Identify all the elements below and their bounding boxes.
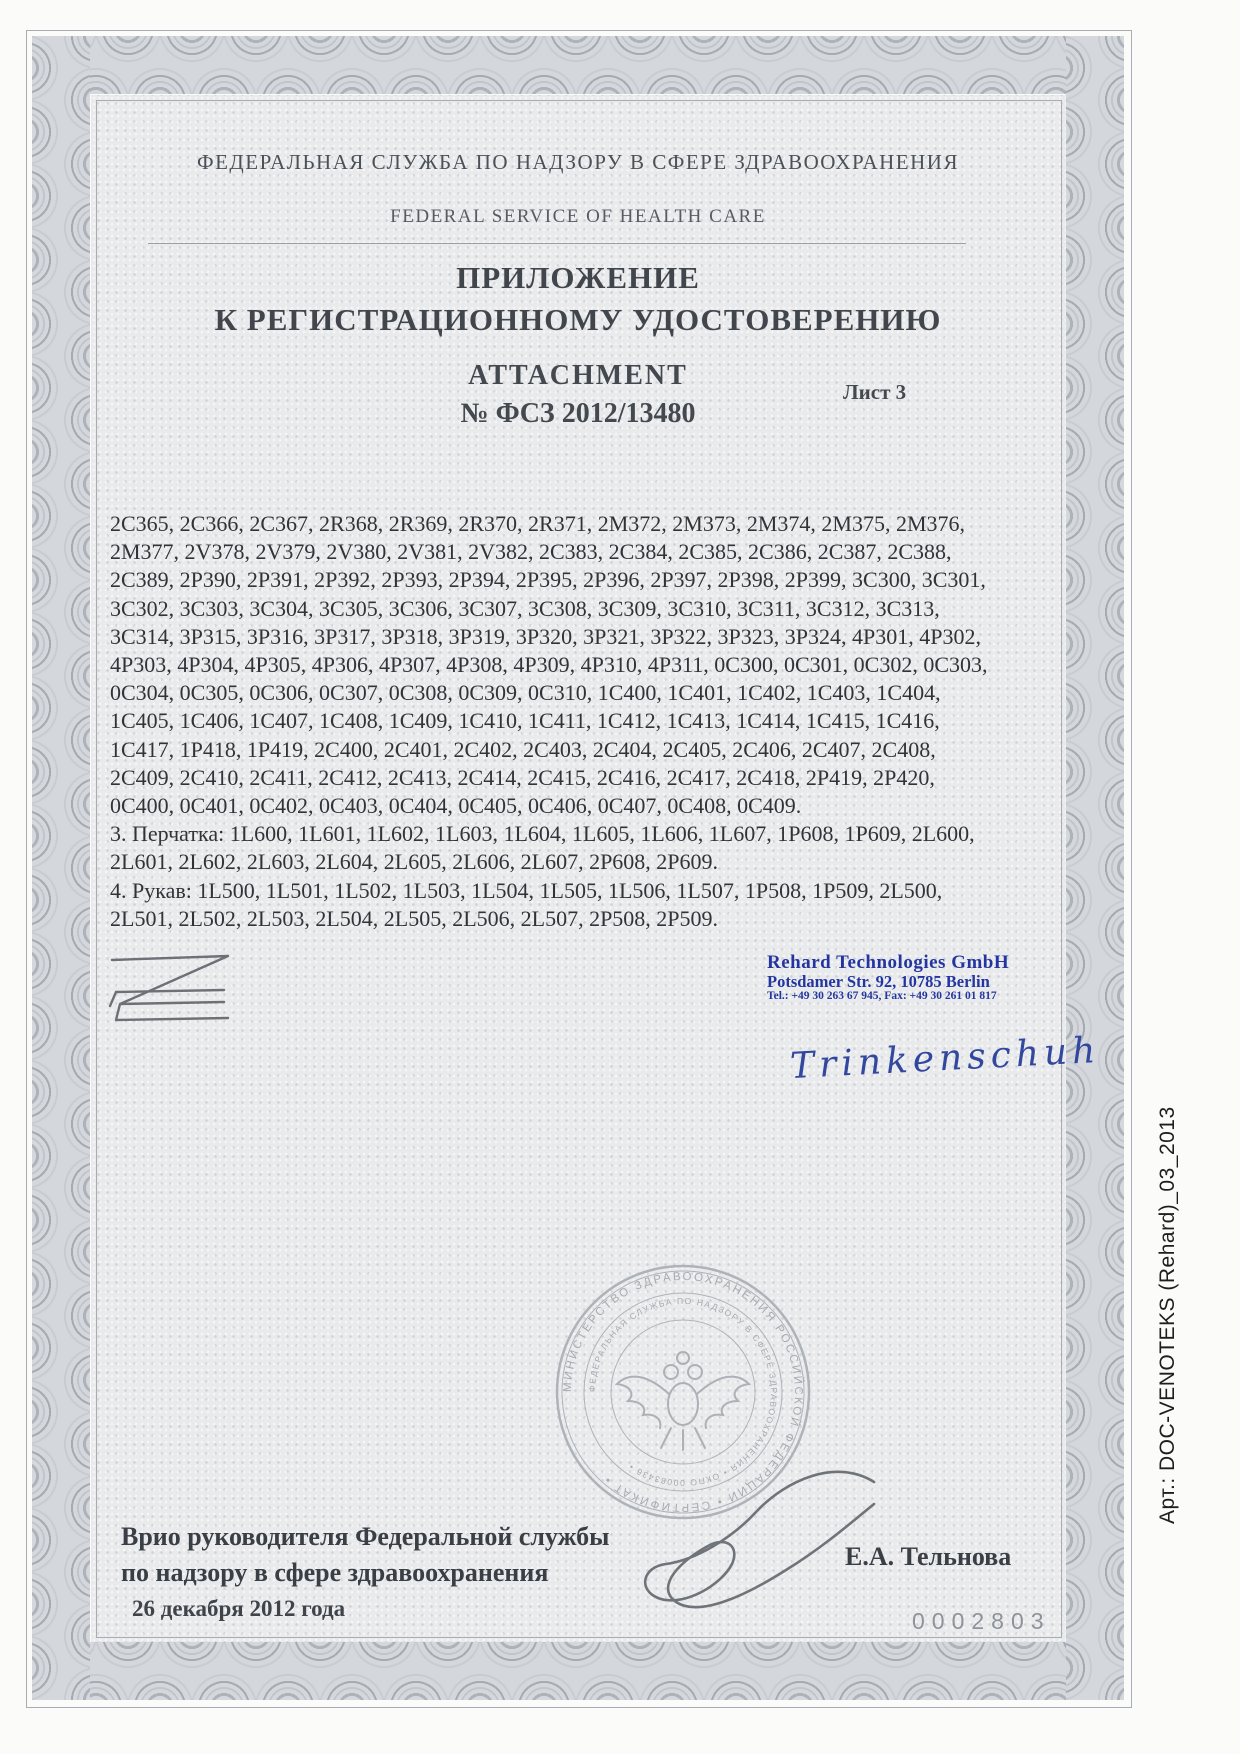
- handwritten-z-mark: [106, 946, 256, 1030]
- doc-title-line2: К РЕГИСТРАЦИОННОМУ УДОСТОВЕРЕНИЮ: [214, 302, 942, 337]
- service-name-en: FEDERAL SERVICE OF HEALTH CARE: [390, 206, 766, 227]
- guilloche-border-left: [32, 36, 90, 1700]
- codes-line: 4P303, 4P304, 4P305, 4P306, 4P307, 4P308, 4P309, 4P310, 4P311, 0C300, 0C301, 0C302, 0C303,: [110, 652, 988, 678]
- codes-line: 0C304, 0C305, 0C306, 0C307, 0C308, 0C309, 0C310, 1C400, 1C401, 1C402, 1C403, 1C404,: [110, 680, 941, 706]
- codes-line: 4. Рукав: 1L500, 1L501, 1L502, 1L503, 1L504, 1L505, 1L506, 1L507, 1P508, 1P509, 2L500,: [110, 877, 943, 903]
- margin-article-note: Арт.: DOC-VENOTEKS (Rehard)_03_2013: [1156, 1106, 1179, 1524]
- product-codes-block: [110, 510, 1040, 933]
- codes-line: 0C400, 0C401, 0C402, 0C403, 0C404, 0C405, 0C406, 0C407, 0C408, 0C409.: [110, 793, 802, 819]
- seal-eagle-icon: [617, 1352, 749, 1450]
- header-divider: [148, 243, 966, 244]
- service-name-ru: ФЕДЕРАЛЬНАЯ СЛУЖБА ПО НАДЗОРУ В СФЕРЕ ЗДРАВООХРАНЕНИЯ: [197, 150, 959, 174]
- signature-scribble: [636, 1452, 896, 1622]
- document-date: 26 декабря 2012 года: [132, 1596, 346, 1621]
- codes-line: 2C365, 2C366, 2C367, 2R368, 2R369, 2R370, 2R371, 2M372, 2M373, 2M374, 2M375, 2M376,: [110, 511, 966, 536]
- attachment-label: ATTACHMENT: [468, 360, 688, 391]
- codes-line: 3. Перчатка: 1L600, 1L601, 1L602, 1L603, 1L604, 1L605, 1L606, 1L607, 1P608, 1P609, 2L600,: [110, 821, 975, 847]
- seal-outer-ring-text: МИНИСТЕРСТВО ЗДРАВООХРАНЕНИЯ РОССИЙСКОЙ ФЕДЕРАЦИИ • СЕРТИФИКАТ •: [561, 1270, 805, 1514]
- codes-line: 2M377, 2V378, 2V379, 2V380, 2V381, 2V382, 2C383, 2C384, 2C385, 2C386, 2C387, 2C388,: [110, 539, 952, 565]
- guilloche-border-top: [32, 36, 1124, 94]
- doc-title-line1: ПРИЛОЖЕНИЕ: [456, 260, 700, 295]
- signatory-title-line2: по надзору в сфере здравоохранения: [121, 1558, 549, 1587]
- codes-line: 2C389, 2P390, 2P391, 2P392, 2P393, 2P394, 2P395, 2P396, 2P397, 2P398, 2P399, 3C300, 3C301,: [110, 567, 986, 593]
- guilloche-border-right: [1066, 36, 1124, 1700]
- signer-name: Е.А. Тельнова: [845, 1542, 1012, 1571]
- signatory-title-line1: Врио руководителя Федеральной службы: [121, 1522, 610, 1551]
- seal-inner-ring-text: ФЕДЕРАЛЬНАЯ СЛУЖБА ПО НАДЗОРУ В СФЕРЕ ЗДРАВООХРАНЕНИЯ • ОКПО 00083436 •: [586, 1295, 780, 1489]
- handwritten-word: Trinkenschuh: [789, 1029, 1102, 1088]
- company-stamp-address: Potsdamer Str. 92, 10785 Berlin: [767, 971, 990, 991]
- codes-line: 2C409, 2C410, 2C411, 2C412, 2C413, 2C414, 2C415, 2C416, 2C417, 2C418, 2P419, 2P420,: [110, 764, 935, 790]
- codes-line: 1C417, 1P418, 1P419, 2C400, 2C401, 2C402, 2C403, 2C404, 2C405, 2C406, 2C407, 2C408,: [110, 736, 936, 762]
- codes-line: 3C314, 3P315, 3P316, 3P317, 3P318, 3P319, 3P320, 3P321, 3P322, 3P323, 3P324, 4P301, 4P302,: [110, 623, 981, 649]
- attachment-number: № ФСЗ 2012/13480: [460, 398, 696, 429]
- form-serial-number: 0002803: [912, 1608, 1051, 1634]
- company-stamp-name: Rehard Technologies GmbH: [767, 952, 1010, 973]
- codes-line: 2L501, 2L502, 2L503, 2L504, 2L505, 2L506, 2L507, 2P508, 2P509.: [110, 905, 719, 931]
- codes-line: 2L601, 2L602, 2L603, 2L604, 2L605, 2L606, 2L607, 2P608, 2P609.: [110, 849, 719, 875]
- codes-line: 1C405, 1C406, 1C407, 1C408, 1C409, 1C410, 1C411, 1C412, 1C413, 1C414, 1C415, 1C416,: [110, 708, 940, 734]
- company-stamp: [767, 953, 1009, 1002]
- codes-line: 3C302, 3C303, 3C304, 3C305, 3C306, 3C307, 3C308, 3C309, 3C310, 3C311, 3C312, 3C313,: [110, 595, 940, 621]
- sheet-number: Лист 3: [843, 380, 907, 404]
- guilloche-border-bottom: [32, 1642, 1124, 1700]
- company-stamp-phone: Tel.: +49 30 263 67 945, Fax: +49 30 261 01 817: [767, 990, 997, 1003]
